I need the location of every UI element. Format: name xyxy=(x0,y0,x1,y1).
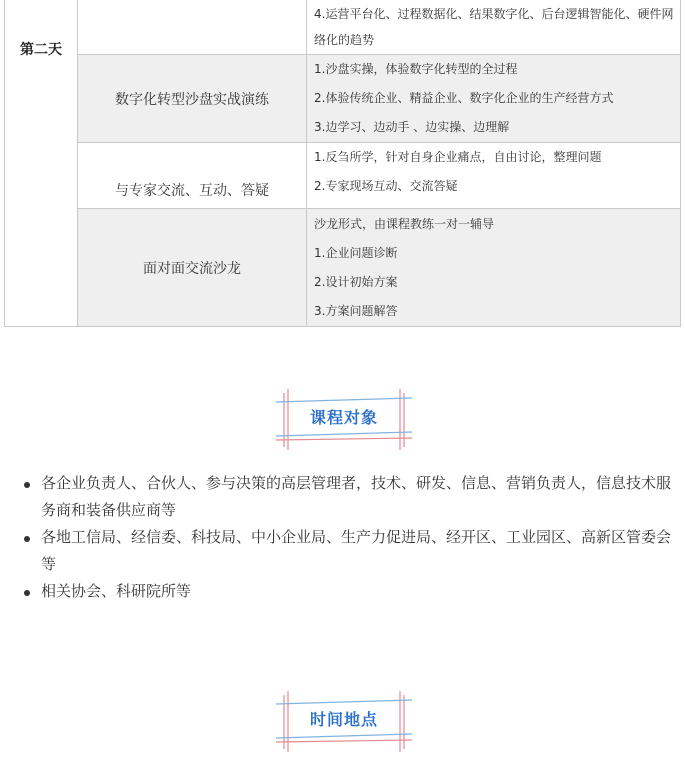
audience-heading xyxy=(274,386,414,452)
detail-line: 1.沙盘实操，体验数字化转型的全过程 xyxy=(314,62,518,76)
bullet-icon xyxy=(24,482,30,488)
detail-cell xyxy=(307,143,681,209)
schedule-table xyxy=(4,0,681,327)
topic-cell: 数字化转型沙盘实战演练 xyxy=(78,55,307,143)
topic-cell xyxy=(78,0,307,55)
detail-cell xyxy=(307,55,681,143)
detail-line: 3.边学习、边动手 、边实操、边理解 xyxy=(314,120,510,134)
list-item: 相关协会、科研院所等 xyxy=(22,578,682,605)
detail-cell xyxy=(307,0,681,55)
list-item: 各地工信局、经信委、科技局、中小企业局、生产力促进局、经开区、工业园区、高新区管委会等 xyxy=(22,524,682,578)
audience-list xyxy=(22,470,682,605)
topic-cell: 面对面交流沙龙 xyxy=(78,209,307,327)
detail-line: 1.企业问题诊断 xyxy=(314,245,398,260)
detail-line: 1.反刍所学，针对自身企业痛点，自由讨论，整理问题 xyxy=(314,150,602,164)
table-row xyxy=(5,209,681,327)
table-row xyxy=(5,55,681,143)
detail-line: 3.方案问题解答 xyxy=(314,303,398,318)
time-place-title: 时间地点 xyxy=(309,710,378,729)
topic-cell: 与专家交流、互动、答疑 xyxy=(78,143,307,209)
detail-line: 4.运营平台化、过程数据化、结果数字化、后台逻辑智能化、硬件网络化的趋势 xyxy=(314,6,674,47)
list-item: 各企业负责人、合伙人、参与决策的高层管理者，技术、研发、信息、营销负责人，信息技术服务商和装备供应商等 xyxy=(22,470,682,524)
bullet-icon xyxy=(24,590,30,596)
detail-line: 2.专家现场互动、交流答疑 xyxy=(314,179,458,193)
detail-line: 沙龙形式，由课程教练一对一辅导 xyxy=(314,216,495,231)
table-row xyxy=(5,143,681,209)
detail-line: 2.设计初始方案 xyxy=(314,274,398,289)
detail-cell xyxy=(307,209,681,327)
audience-title: 课程对象 xyxy=(309,408,378,427)
detail-line: 2.体验传统企业、精益企业、数字化企业的生产经营方式 xyxy=(314,91,614,105)
time-place-heading xyxy=(274,688,414,754)
bullet-icon xyxy=(24,536,30,542)
table-row xyxy=(5,0,681,55)
day-label: 第二天 xyxy=(5,0,78,327)
